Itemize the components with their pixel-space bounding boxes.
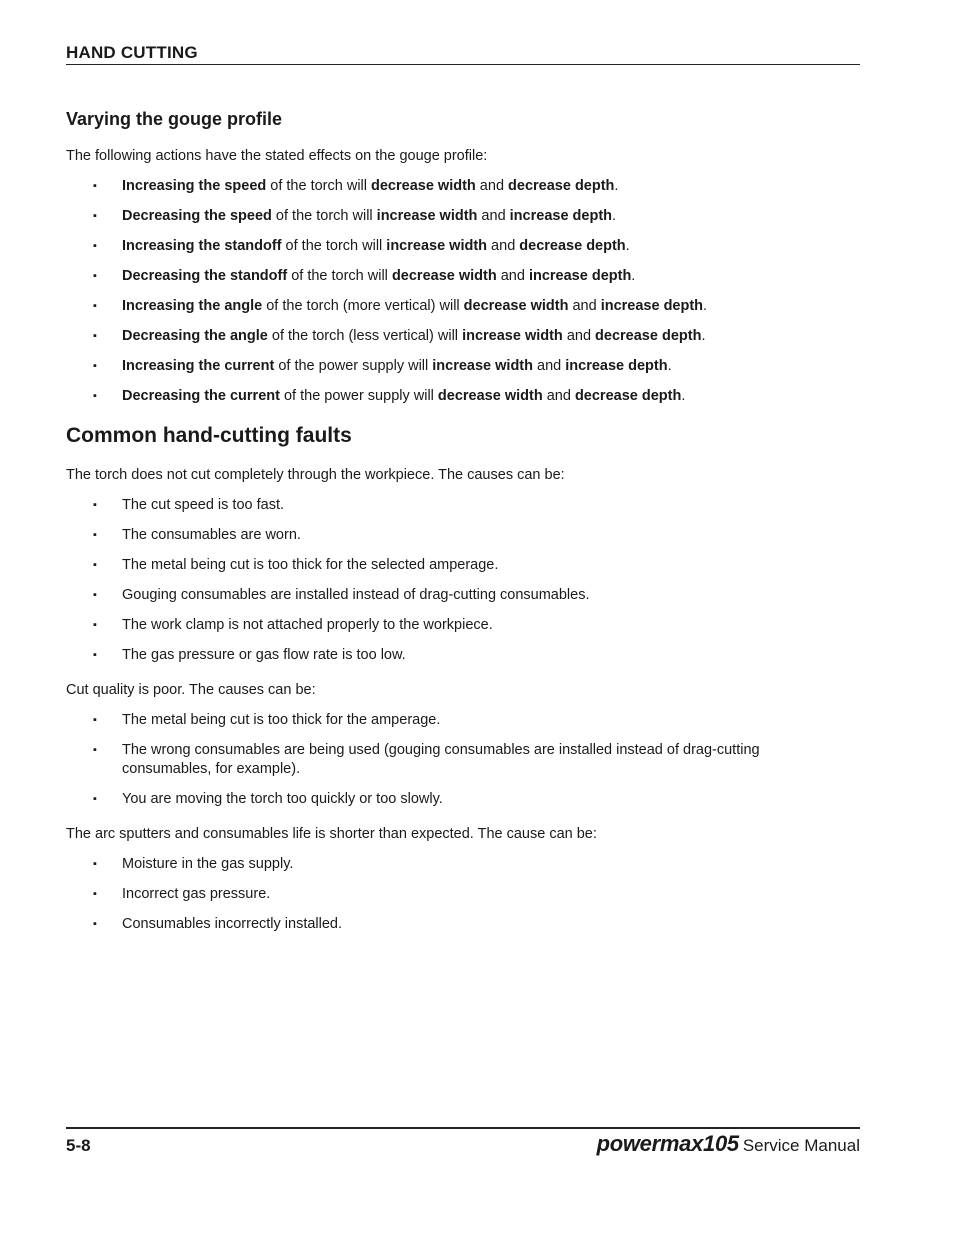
list-item xyxy=(66,646,806,665)
list-item xyxy=(66,526,806,545)
list-item xyxy=(66,237,806,256)
emphasis-text: Increasing the speed xyxy=(122,178,267,194)
emphasis-text: increase depth xyxy=(528,268,632,284)
list-item-text: The gas pressure or gas flow rate is too low. xyxy=(122,647,406,663)
body-text: and xyxy=(477,208,510,224)
body-text: of the power supply will xyxy=(279,388,438,404)
footer-brand xyxy=(597,1131,860,1157)
list-item-text: Consumables incorrectly installed. xyxy=(122,916,343,932)
bullet-icon: ▪ xyxy=(93,270,97,282)
list-item xyxy=(66,207,806,226)
bullet-icon: ▪ xyxy=(93,300,97,312)
list-item xyxy=(66,177,806,196)
gouge-profile-list xyxy=(66,177,806,417)
body-text: . xyxy=(631,268,636,284)
body-text: of the torch (less vertical) will xyxy=(267,328,463,344)
body-text: of the torch will xyxy=(266,178,372,194)
bullet-icon: ▪ xyxy=(93,619,97,631)
emphasis-text: decrease width xyxy=(391,268,497,284)
fault-cause-list xyxy=(66,496,806,676)
emphasis-text: decrease depth xyxy=(595,328,702,344)
emphasis-text: increase width xyxy=(376,208,478,224)
faults-heading: Common hand-cutting faults xyxy=(66,424,352,447)
bullet-icon: ▪ xyxy=(93,744,97,756)
gouge-profile-intro: The following actions have the stated effects on the gouge profile: xyxy=(66,148,488,164)
bullet-icon: ▪ xyxy=(93,559,97,571)
bullet-icon: ▪ xyxy=(93,330,97,342)
emphasis-text: Increasing the current xyxy=(122,358,275,374)
bullet-icon: ▪ xyxy=(93,240,97,252)
bullet-icon: ▪ xyxy=(93,589,97,601)
body-text: . xyxy=(703,298,708,314)
bullet-icon: ▪ xyxy=(93,888,97,900)
emphasis-text: decrease width xyxy=(371,178,476,194)
emphasis-text: increase depth xyxy=(600,298,704,314)
bullet-icon: ▪ xyxy=(93,918,97,930)
fault-cause-list xyxy=(66,855,806,945)
fault-cause-list xyxy=(66,711,806,820)
list-item xyxy=(66,297,806,316)
list-item-text: The consumables are worn. xyxy=(122,527,301,543)
emphasis-text: increase width xyxy=(386,238,488,254)
list-item xyxy=(66,327,806,346)
list-item-text: The metal being cut is too thick for the amperage. xyxy=(122,712,441,728)
emphasis-text: Decreasing the speed xyxy=(122,208,272,224)
body-text: and xyxy=(568,298,601,314)
bullet-icon: ▪ xyxy=(93,858,97,870)
body-text: and xyxy=(487,238,520,254)
list-item-text: The work clamp is not attached properly to the workpiece. xyxy=(122,617,493,633)
list-item-text: You are moving the torch too quickly or too slowly. xyxy=(122,791,443,807)
manual-type: Service Manual xyxy=(742,1136,860,1155)
body-text: . xyxy=(625,238,630,254)
list-item xyxy=(66,556,806,575)
footer-rule xyxy=(66,1127,860,1129)
body-text: and xyxy=(533,358,566,374)
body-text: . xyxy=(667,358,672,374)
gouge-profile-heading: Varying the gouge profile xyxy=(66,109,283,129)
body-text: . xyxy=(612,208,617,224)
list-item-text: The cut speed is too fast. xyxy=(122,497,285,513)
list-item xyxy=(66,915,806,934)
emphasis-text: decrease width xyxy=(463,298,569,314)
product-logo: powermax105 xyxy=(596,1131,739,1156)
body-text: . xyxy=(681,388,686,404)
emphasis-text: Decreasing the standoff xyxy=(122,268,288,284)
list-item xyxy=(66,267,806,286)
emphasis-text: increase depth xyxy=(565,358,668,374)
list-item xyxy=(66,790,806,809)
body-text: and xyxy=(562,328,596,344)
body-text: . xyxy=(701,328,706,344)
list-item xyxy=(66,496,806,515)
bullet-icon: ▪ xyxy=(93,714,97,726)
list-item xyxy=(66,357,806,376)
body-text: and xyxy=(496,268,529,284)
body-text: and xyxy=(475,178,509,194)
list-item xyxy=(66,711,806,730)
emphasis-text: increase width xyxy=(462,328,563,344)
bullet-icon: ▪ xyxy=(93,180,97,192)
emphasis-text: increase depth xyxy=(509,208,612,224)
emphasis-text: Decreasing the current xyxy=(122,388,280,404)
bullet-icon: ▪ xyxy=(93,390,97,402)
bullet-icon: ▪ xyxy=(93,793,97,805)
bullet-icon: ▪ xyxy=(93,499,97,511)
bullet-icon: ▪ xyxy=(93,649,97,661)
fault-group-intro: The arc sputters and consumables life is shorter than expected. The cause can be: xyxy=(66,826,597,842)
emphasis-text: decrease width xyxy=(437,388,543,404)
emphasis-text: decrease depth xyxy=(519,238,626,254)
fault-group-intro: The torch does not cut completely through the workpiece. The causes can be: xyxy=(66,467,565,483)
emphasis-text: decrease depth xyxy=(574,388,682,404)
list-item-text: Moisture in the gas supply. xyxy=(122,856,294,872)
emphasis-text: Increasing the standoff xyxy=(122,238,282,254)
list-item-text: The metal being cut is too thick for the selected amperage. xyxy=(122,557,499,573)
bullet-icon: ▪ xyxy=(93,210,97,222)
bullet-icon: ▪ xyxy=(93,360,97,372)
body-text: . xyxy=(614,178,619,194)
emphasis-text: increase width xyxy=(432,358,533,374)
list-item-text: Gouging consumables are installed instead of drag-cutting consumables. xyxy=(122,587,590,603)
list-item xyxy=(66,586,806,605)
list-item xyxy=(66,616,806,635)
list-item xyxy=(66,741,806,779)
body-text: of the power supply will xyxy=(274,358,433,374)
emphasis-text: Increasing the angle xyxy=(122,298,263,314)
body-text: and xyxy=(542,388,575,404)
list-item xyxy=(66,387,806,406)
list-item xyxy=(66,885,806,904)
body-text: of the torch (more vertical) will xyxy=(262,298,464,314)
bullet-icon: ▪ xyxy=(93,529,97,541)
list-item-text: The wrong consumables are being used (gouging consumables are installed instead of drag-cutting consumables, for example). xyxy=(122,742,760,777)
body-text: of the torch will xyxy=(287,268,392,284)
page-number: 5-8 xyxy=(66,1136,91,1155)
body-text: of the torch will xyxy=(271,208,377,224)
body-text: of the torch will xyxy=(281,238,387,254)
list-item xyxy=(66,855,806,874)
emphasis-text: Decreasing the angle xyxy=(122,328,268,344)
fault-group-intro: Cut quality is poor. The causes can be: xyxy=(66,682,316,698)
emphasis-text: decrease depth xyxy=(508,178,615,194)
running-header: HAND CUTTING xyxy=(66,43,860,65)
list-item-text: Incorrect gas pressure. xyxy=(122,886,271,902)
